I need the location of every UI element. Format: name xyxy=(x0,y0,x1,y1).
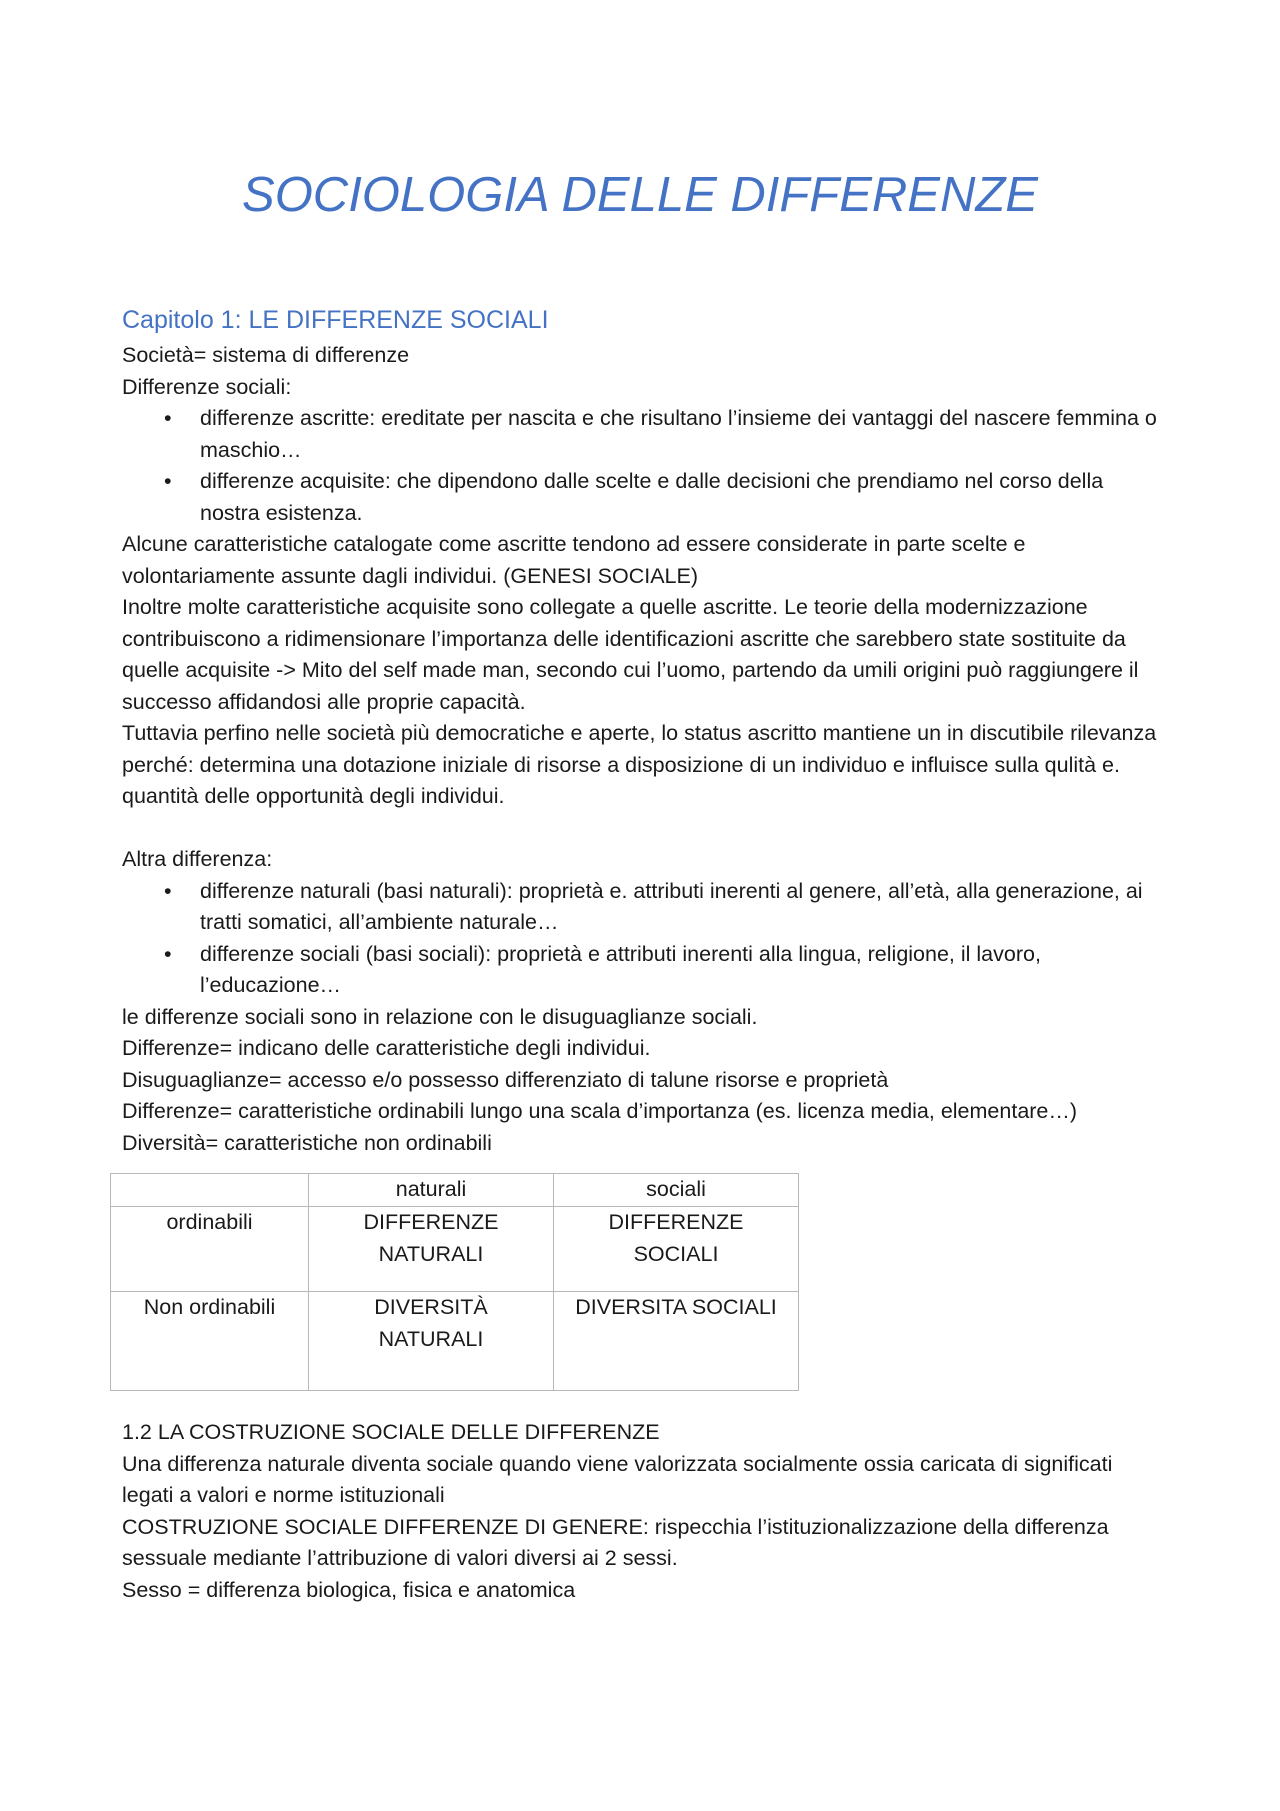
document-title: SOCIOLOGIA DELLE DIFFERENZE xyxy=(242,168,1038,222)
paragraph: Disuguaglianze= accesso e/o possesso differenziato di talune risorse e proprietà xyxy=(122,1067,889,1092)
paragraph: Tuttavia perfino nelle società più democratiche e aperte, lo status ascritto mantiene un in discutibile rilevanza perché: determina una dotazione iniziale di risorse a disposizione di un individuo e influisce sulla qulità e. quantità delle opportunità degli individui. xyxy=(122,721,1157,808)
paragraph: COSTRUZIONE SOCIALE DIFFERENZE DI GENERE: rispecchia l’istituzionalizzazione della differenza sessuale mediante l’attribuzione di valori diversi ai 2 sessi. xyxy=(122,1514,1109,1570)
paragraph: Altra differenza: xyxy=(122,847,273,871)
paragraph: Differenze= indicano delle caratteristiche degli individui. xyxy=(122,1036,651,1060)
list-item-text: differenze sociali (basi sociali): proprietà e attributi inerenti alla lingua, religione, il lavoro, l’educazione… xyxy=(200,941,1041,997)
paragraph: Differenze= caratteristiche ordinabili lungo una scala d’importanza (es. licenza media, elementare…) xyxy=(122,1099,1078,1123)
paragraph: Inoltre molte caratteristiche acquisite sono collegate a quelle ascritte. Le teorie della modernizzazione contribuiscono a ridimensionare l’importanza delle identificazioni ascritte che sarebbero state sostituite da quelle acquisite -> Mito del self made man, secondo cui l’uomo, partendo da umili origini può raggiungere il successo affidandosi alle proprie capacità. xyxy=(122,595,1139,714)
list-item-text: differenze ascritte: ereditate per nascita e che risultano l’insieme dei vantaggi del nascere femmina o maschio… xyxy=(200,406,1157,462)
list-item xyxy=(122,939,1162,1002)
list-item-text: differenze acquisite: che dipendono dalle scelte e dalle decisioni che prendiamo nel corso della nostra esistenza. xyxy=(200,469,1104,525)
table-cell: DIVERSITÀ NATURALI xyxy=(309,1292,554,1391)
bullet-list-ascribed-acquired xyxy=(122,403,1162,529)
table-cell xyxy=(111,1174,309,1207)
table-cell: sociali xyxy=(554,1174,799,1207)
paragraph: le differenze sociali sono in relazione con le disuguaglianze sociali. xyxy=(122,1004,758,1029)
section-heading: 1.2 LA COSTRUZIONE SOCIALE DELLE DIFFERENZE xyxy=(122,1420,660,1444)
bullet-list-natural-social xyxy=(122,876,1162,1002)
bullet-icon: • xyxy=(164,878,172,903)
bullet-icon: • xyxy=(164,406,172,430)
table-cell: DIVERSITA SOCIALI xyxy=(554,1292,799,1391)
table-cell: naturali xyxy=(309,1174,554,1207)
paragraph: Alcune caratteristiche catalogate come ascritte tendono ad essere considerate in parte scelte e volontariamente assunte dagli individui. (GENESI SOCIALE) xyxy=(122,532,1026,588)
list-item xyxy=(122,403,1162,466)
table-cell: Non ordinabili xyxy=(111,1292,309,1391)
list-item xyxy=(122,876,1162,939)
list-item-text: differenze naturali (basi naturali): proprietà e. attributi inerenti al genere, all’età, alla generazione, ai tratti somatici, all’ambiente naturale… xyxy=(200,878,1143,934)
paragraph: Una differenza naturale diventa sociale quando viene valorizzata socialmente ossia caricata di significati legati a valori e norme istituzionali xyxy=(122,1451,1113,1507)
bullet-icon: • xyxy=(164,469,172,493)
list-item xyxy=(122,466,1162,529)
table-cell: ordinabili xyxy=(111,1207,309,1292)
document-body xyxy=(122,300,1162,1606)
table-header-row xyxy=(111,1174,799,1207)
table-row xyxy=(111,1292,799,1391)
differences-table xyxy=(110,1173,799,1391)
table-row xyxy=(111,1207,799,1292)
table-cell: DIFFERENZE NATURALI xyxy=(309,1207,554,1292)
paragraph: Società= sistema di differenze xyxy=(122,343,410,367)
paragraph: Differenze sociali: xyxy=(122,374,292,399)
paragraph: Diversità= caratteristiche non ordinabili xyxy=(122,1130,492,1155)
bullet-icon: • xyxy=(164,941,172,966)
chapter-heading: Capitolo 1: LE DIFFERENZE SOCIALI xyxy=(122,306,549,334)
paragraph: Sesso = differenza biologica, fisica e anatomica xyxy=(122,1577,576,1602)
blank-line xyxy=(122,813,1162,845)
table-cell: DIFFERENZE SOCIALI xyxy=(554,1207,799,1292)
